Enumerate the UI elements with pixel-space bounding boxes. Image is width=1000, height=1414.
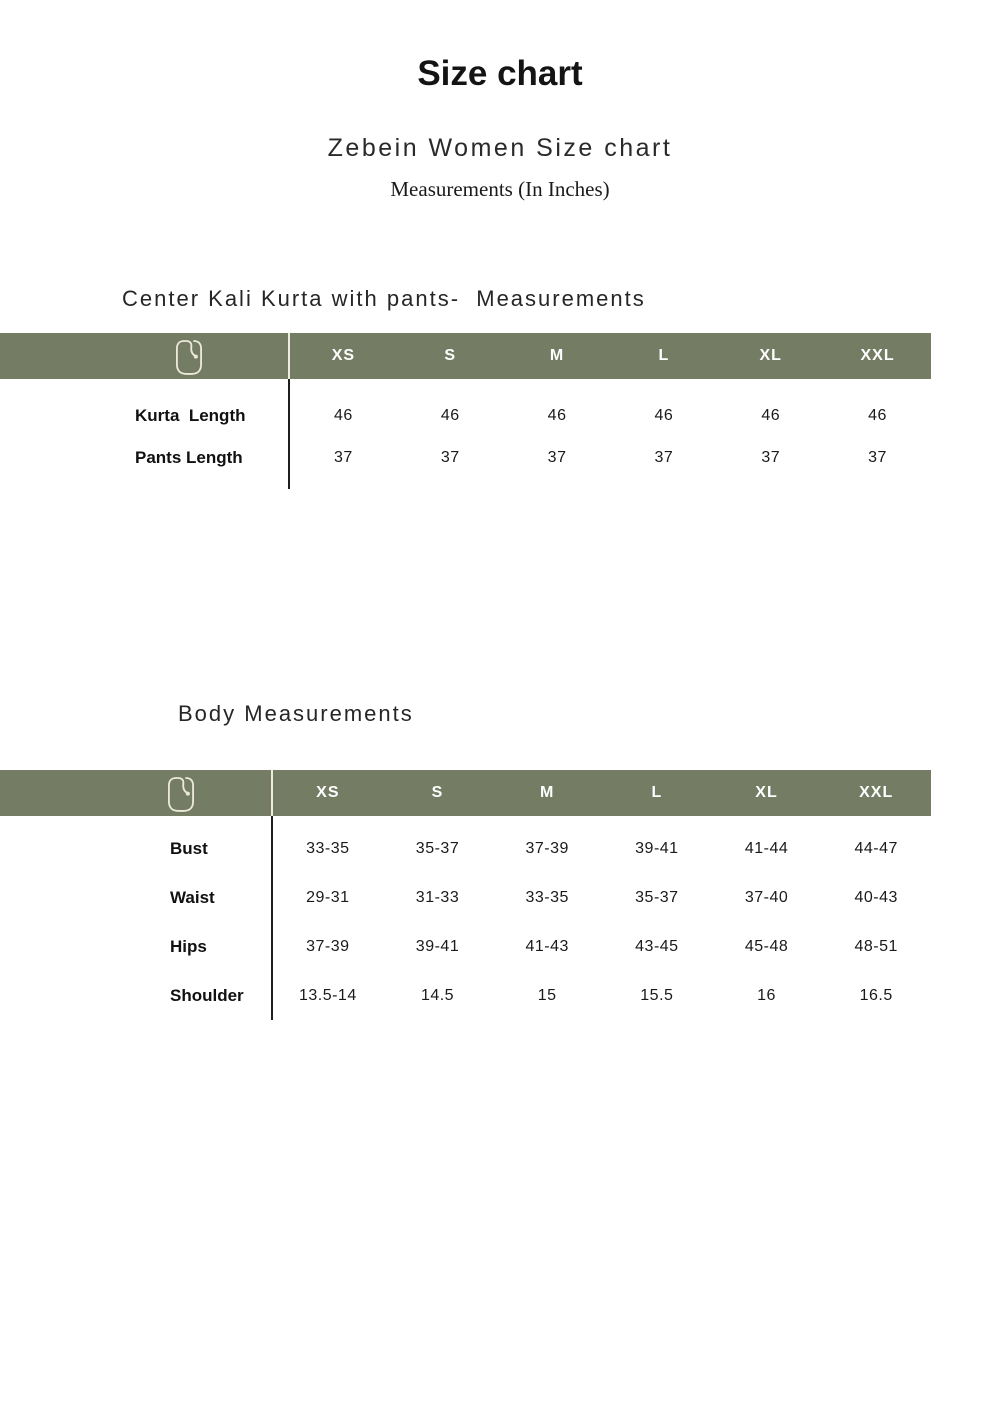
measurement-value: 37: [868, 449, 887, 466]
measurement-value: 14.5: [420, 986, 455, 1004]
icon-cell: [0, 333, 290, 379]
icon-cell: [0, 770, 273, 816]
page-subtitle: Zebein Women Size chart: [327, 134, 673, 162]
measurement-value: 33-35: [306, 839, 350, 857]
measurement-value: 40-43: [854, 888, 898, 906]
measurement-value: 37-40: [744, 888, 789, 906]
measurement-value: 35-37: [635, 888, 679, 906]
measurement-value: 35-37: [415, 839, 460, 857]
column-divider-line: [271, 816, 273, 1020]
row-label: Waist: [170, 887, 215, 907]
measurement-value: 16.5: [859, 986, 893, 1004]
measurement-value: 33-35: [525, 888, 569, 906]
measurement-value: 48-51: [854, 937, 898, 955]
table-body: [0, 379, 931, 489]
row-label: Kurta Length: [135, 406, 246, 425]
table-row: [0, 437, 931, 479]
size-column-header: XL: [755, 784, 778, 801]
measurement-value: 37: [654, 449, 674, 466]
measurement-value: 37: [440, 449, 460, 466]
size-column-header: XS: [316, 784, 340, 801]
column-divider-line: [288, 379, 290, 489]
measurement-value: 41-43: [525, 937, 569, 955]
measurement-value: 37: [547, 449, 567, 466]
size-column-header: S: [431, 784, 444, 801]
measurement-value: 46: [868, 407, 887, 424]
measurement-value: 39-41: [635, 839, 679, 857]
size-column-header: XXL: [859, 784, 894, 801]
measurement-value: 46: [334, 407, 353, 424]
size-column-header: XS: [331, 347, 356, 364]
measurement-value: 37: [334, 449, 353, 466]
body-measurements-table: [0, 770, 931, 1020]
size-column-header: M: [540, 784, 555, 801]
unit-note: Measurements (In Inches): [390, 177, 610, 201]
body-table-heading: Body Measurements: [178, 701, 414, 726]
row-label: Hips: [170, 936, 207, 956]
size-column-header: XL: [759, 347, 782, 364]
table-row: [0, 395, 931, 437]
table-row: [0, 922, 931, 971]
size-column-header: XXL: [860, 347, 895, 364]
measurement-value: 45-48: [744, 937, 789, 955]
measurement-value: 16: [757, 986, 776, 1004]
measuring-tape-icon: [170, 336, 208, 376]
table-header-row: [0, 770, 931, 816]
size-column-header: L: [651, 784, 663, 801]
size-column-header: S: [444, 347, 457, 364]
measurement-value: 46: [654, 407, 674, 424]
measurement-value: 43-45: [635, 937, 679, 955]
size-column-header: L: [658, 347, 670, 364]
table-row: [0, 971, 931, 1020]
row-label: Shoulder: [170, 985, 244, 1005]
measurement-value: 46: [547, 407, 567, 424]
row-label: Pants Length: [135, 448, 243, 467]
row-label: Bust: [170, 838, 208, 858]
measurement-value: 41-44: [744, 839, 789, 857]
measurement-value: 44-47: [854, 839, 898, 857]
measuring-tape-icon: [162, 773, 200, 813]
measurement-value: 15.5: [640, 986, 674, 1004]
measurement-value: 46: [440, 407, 460, 424]
measurement-value: 15: [537, 986, 557, 1004]
measurement-value: 13.5-14: [298, 986, 357, 1004]
size-column-header: M: [549, 347, 565, 364]
measurement-value: 39-41: [415, 937, 460, 955]
measurement-value: 29-31: [306, 888, 350, 906]
table-header-row: [0, 333, 931, 379]
table-body: [0, 816, 931, 1020]
measurement-value: 46: [761, 407, 781, 424]
measurement-value: 37: [761, 449, 781, 466]
measurement-value: 31-33: [415, 888, 460, 906]
kurta-table-heading: Center Kali Kurta with pants- Measurements: [122, 286, 646, 311]
page-title: Size chart: [417, 54, 583, 93]
table-row: [0, 873, 931, 922]
measurement-value: 37-39: [525, 839, 569, 857]
table-row: [0, 824, 931, 873]
measurement-value: 37-39: [306, 937, 350, 955]
kurta-measurements-table: [0, 333, 931, 489]
